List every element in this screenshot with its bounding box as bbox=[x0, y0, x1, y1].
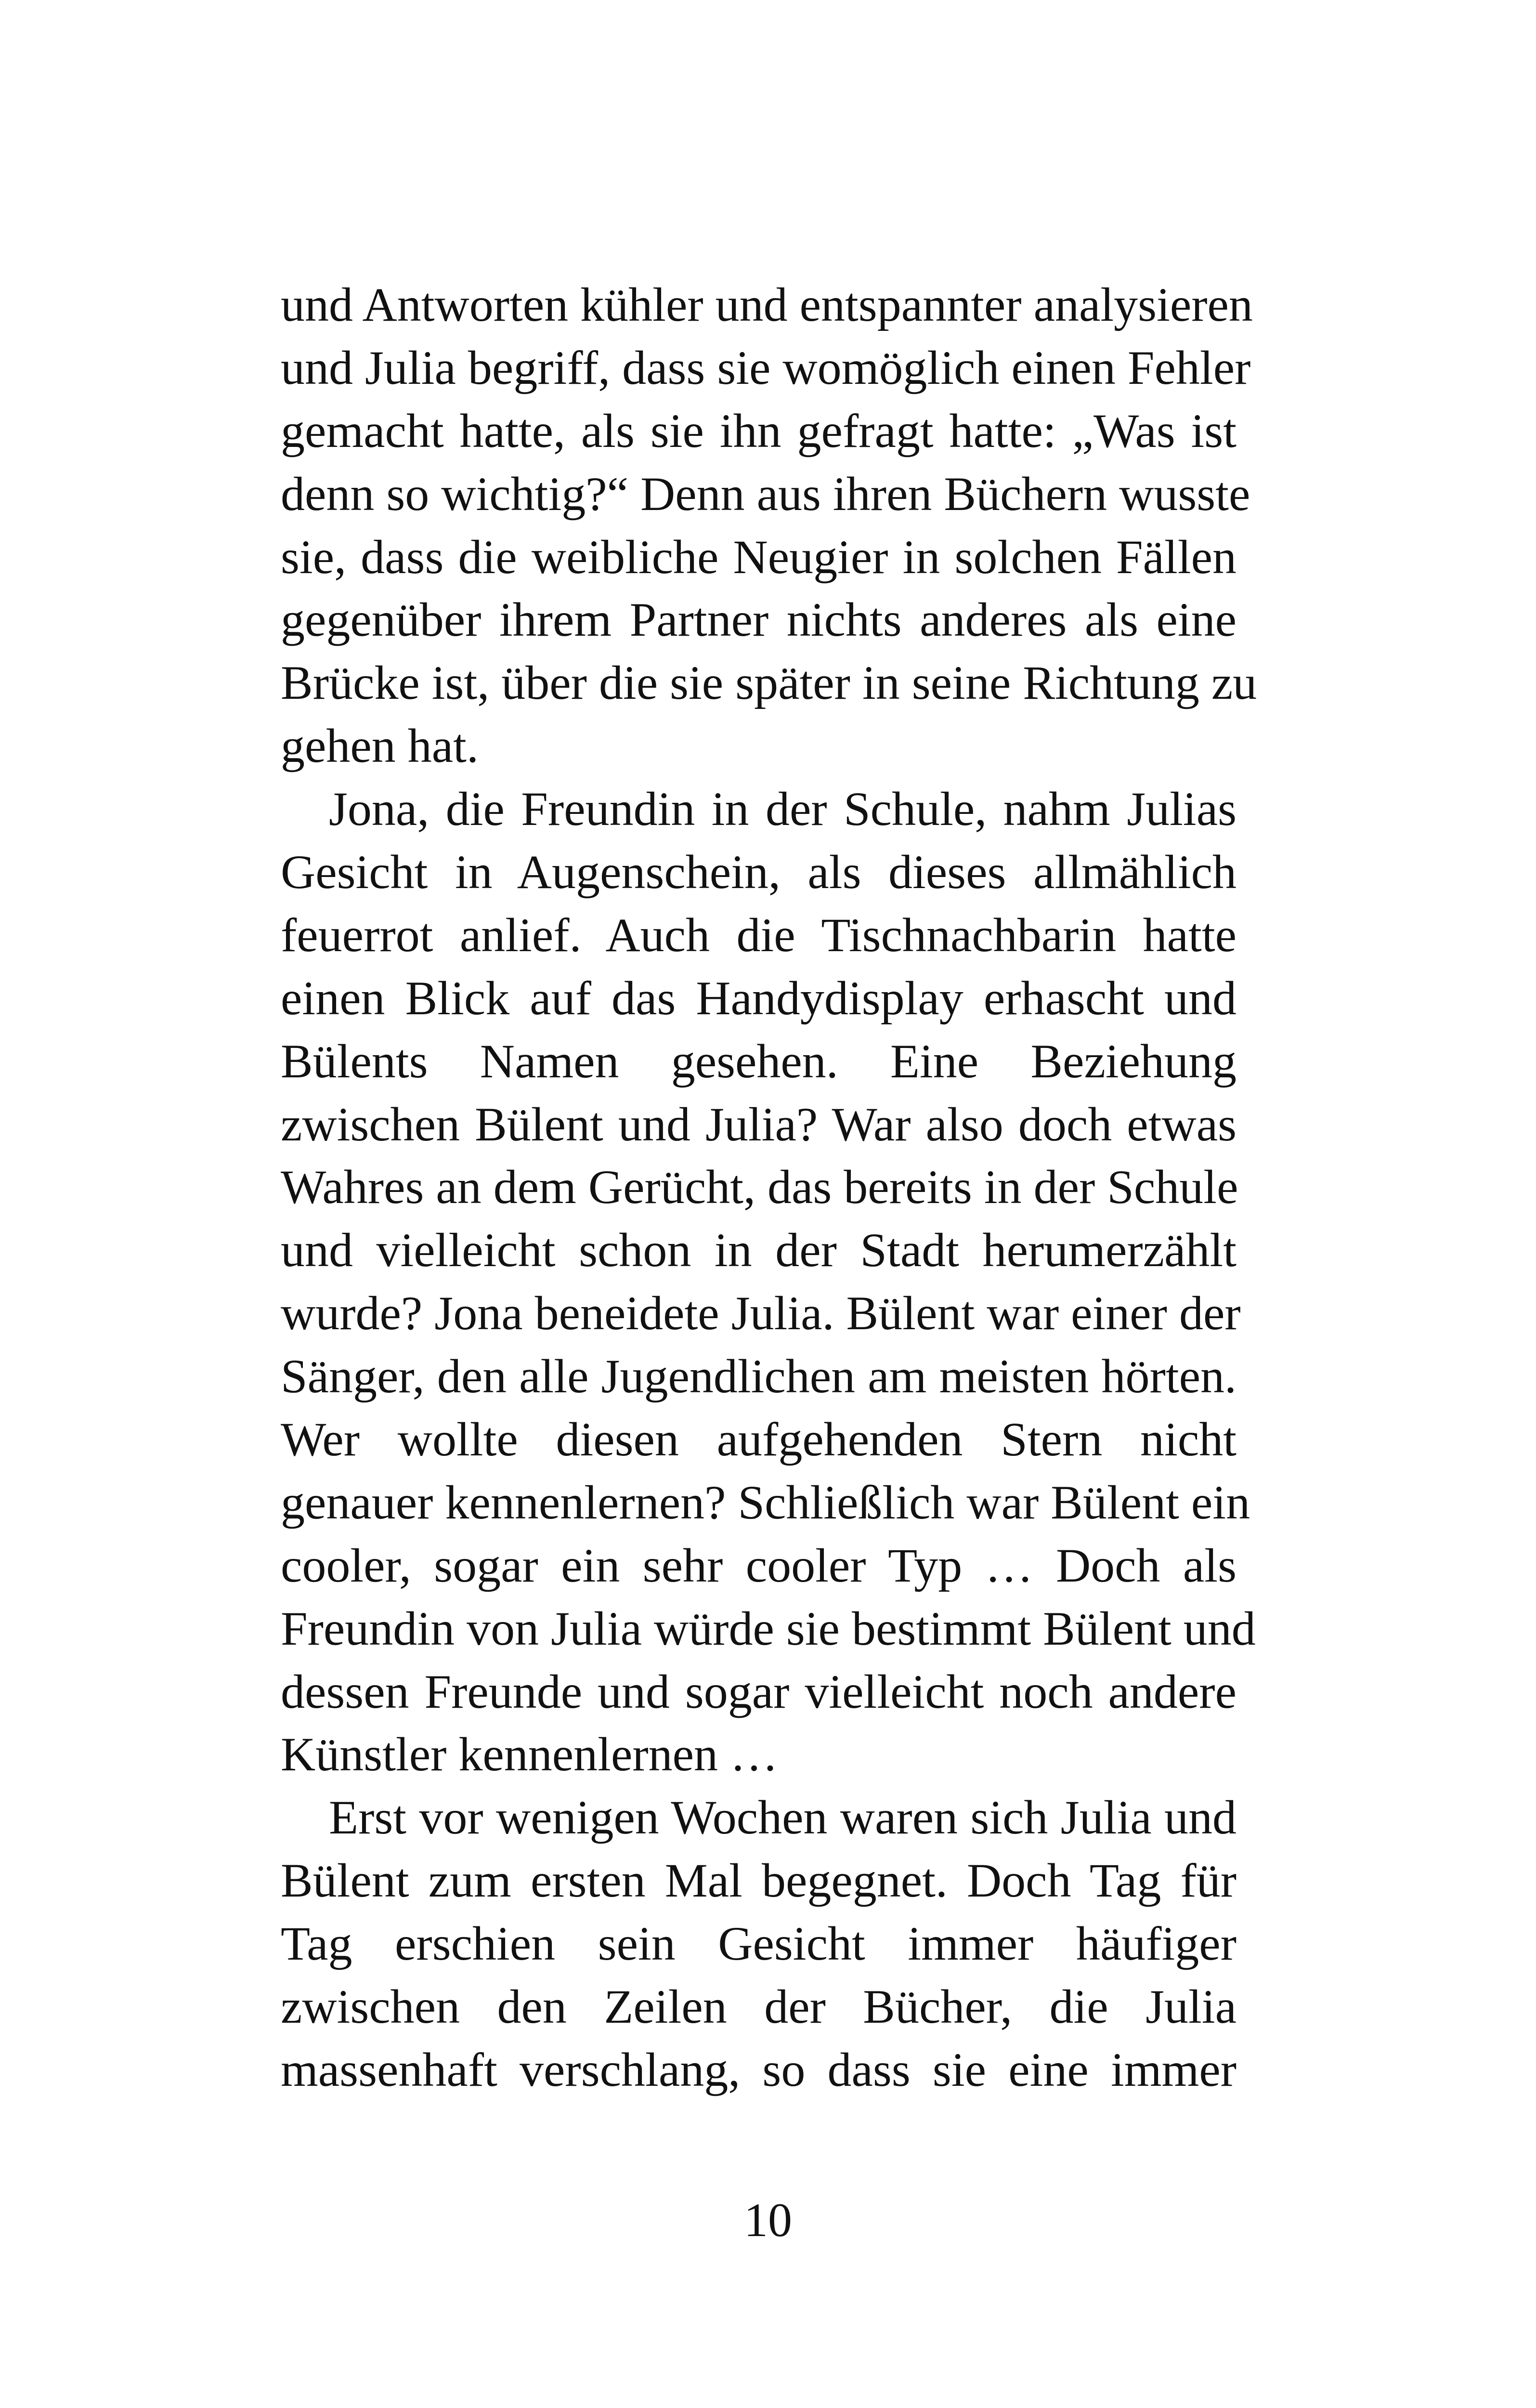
paragraph-3-line-1: Erst vor wenigen Wochen waren sich Julia und bbox=[329, 1791, 1237, 1845]
paragraph-1-line-6: gegenüber ihrem Partner nichts anderes als eine bbox=[281, 593, 1237, 647]
paragraph-2-line-5: Bülents Namen gesehen. Eine Beziehung bbox=[281, 1034, 1237, 1088]
paragraph-2-line-13: cooler, sogar ein sehr cooler Typ … Doch als bbox=[281, 1538, 1237, 1592]
paragraph-3-line-3: Tag erschien sein Gesicht immer häufiger bbox=[281, 1917, 1237, 1971]
paragraph-2-line-16: Künstler kennenlernen … bbox=[281, 1727, 779, 1781]
paragraph-2-line-11: Wer wollte diesen aufgehenden Stern nicht bbox=[281, 1413, 1237, 1466]
paragraph-3-line-4: zwischen den Zeilen der Bücher, die Julia bbox=[281, 1980, 1237, 2034]
paragraph-1-line-8: gehen hat. bbox=[281, 719, 479, 773]
paragraph-2-line-9: wurde? Jona beneidete Julia. Bülent war einer der bbox=[281, 1286, 1241, 1340]
paragraph-1-line-4: denn so wichtig?“ Denn aus ihren Büchern wusste bbox=[281, 467, 1250, 521]
paragraph-1-line-7: Brücke ist, über die sie später in seine Richtung zu bbox=[281, 656, 1257, 710]
paragraph-2-line-6: zwischen Bülent und Julia? War also doch etwas bbox=[281, 1097, 1237, 1151]
paragraph-3-line-2: Bülent zum ersten Mal begegnet. Doch Tag für bbox=[281, 1854, 1237, 1908]
paragraph-3-line-5: massenhaft verschlang, so dass sie eine immer bbox=[281, 2042, 1237, 2096]
body-text bbox=[281, 274, 1257, 2102]
paragraph-2-line-10: Sänger, den alle Jugendlichen am meisten hörten. bbox=[281, 1349, 1237, 1403]
paragraph-2-line-1: Jona, die Freundin in der Schule, nahm Julias bbox=[329, 782, 1237, 836]
paragraph-2-line-3: feuerrot anlief. Auch die Tischnachbarin hatte bbox=[281, 908, 1237, 962]
paragraph-1-line-5: sie, dass die weibliche Neugier in solchen Fällen bbox=[281, 530, 1237, 584]
paragraph-2-line-14: Freundin von Julia würde sie bestimmt Bülent und bbox=[281, 1601, 1256, 1655]
paragraph-1-line-1: und Antworten kühler und entspannter analysieren bbox=[281, 278, 1253, 331]
paragraph-1-line-2: und Julia begriff, dass sie womöglich einen Fehler bbox=[281, 340, 1251, 394]
paragraph-2-line-7: Wahres an dem Gerücht, das bereits in der Schule bbox=[281, 1160, 1238, 1214]
paragraph-2-line-12: genauer kennenlernen? Schließlich war Bülent ein bbox=[281, 1475, 1250, 1529]
paragraph-2-line-15: dessen Freunde und sogar vielleicht noch andere bbox=[281, 1664, 1237, 1718]
paragraph-1-line-3: gemacht hatte, als sie ihn gefragt hatte: „Was ist bbox=[281, 404, 1237, 458]
paragraph-2-line-4: einen Blick auf das Handydisplay erhascht und bbox=[281, 971, 1237, 1025]
paragraph-2-line-8: und vielleicht schon in der Stadt herumerzählt bbox=[281, 1223, 1237, 1277]
paragraph-2-line-2: Gesicht in Augenschein, als dieses allmählich bbox=[281, 845, 1237, 899]
page-number: 10 bbox=[744, 2193, 792, 2247]
